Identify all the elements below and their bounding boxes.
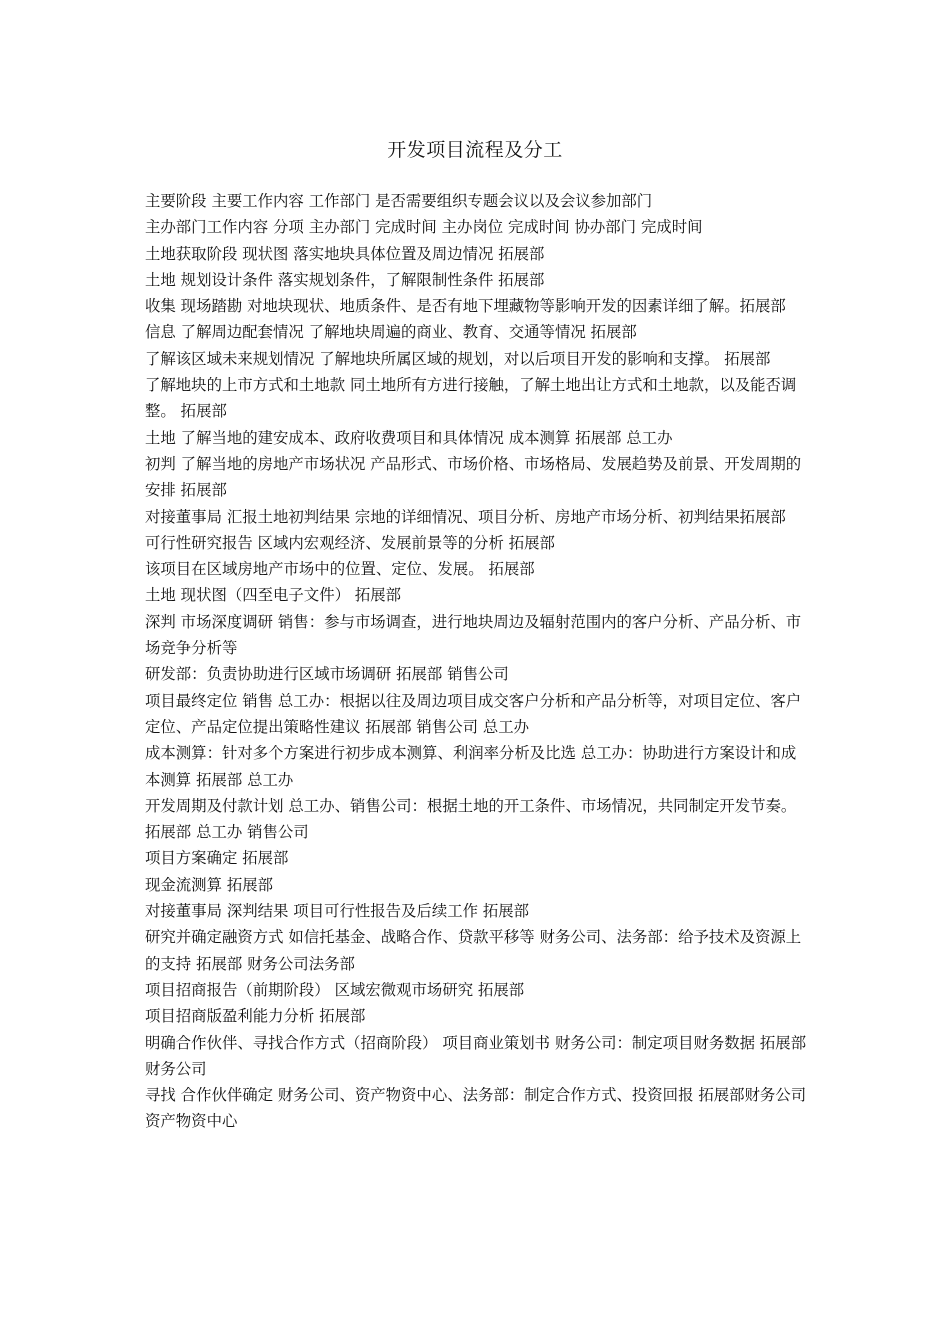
document-body — [145, 188, 810, 1135]
paragraph-line: 信息 了解周边配套情况 了解地块周遍的商业、教育、交通等情况 拓展部 — [145, 323, 637, 342]
paragraph-line: 项目方案确定 拓展部 — [145, 849, 289, 868]
paragraph-line: 寻找 合作伙伴确定 财务公司、资产物资中心、法务部：制定合作方式、投资回报 拓展部财务公司资产物资中心 — [145, 1086, 807, 1131]
paragraph-line: 开发周期及付款计划 总工办、销售公司：根据土地的开工条件、市场情况，共同制定开发节奏。 拓展部 总工办 销售公司 — [145, 796, 797, 842]
paragraph-line: 深判 市场深度调研 销售：参与市场调查，进行地块周边及辐射范围内的客户分析、产品分析、市场竞争分析等 — [145, 612, 802, 658]
document-title: 开发项目流程及分工 — [387, 139, 563, 161]
paragraph-line: 项目招商报告（前期阶段） 区域宏微观市场研究 拓展部 — [145, 980, 525, 999]
paragraph-line: 收集 现场踏勘 对地块现状、地质条件、是否有地下埋藏物等影响开发的因素详细了解。拓展部 — [145, 297, 786, 316]
paragraph-line: 主要阶段 主要工作内容 工作部门 是否需要组织专题会议以及会议参加部门 — [145, 192, 653, 210]
paragraph-line: 土地 了解当地的建安成本、政府收费项目和具体情况 成本测算 拓展部 总工办 — [145, 428, 673, 447]
paragraph-line: 初判 了解当地的房地产市场状况 产品形式、市场价格、市场格局、发展趋势及前景、开发周期的安排 拓展部 — [145, 454, 802, 500]
paragraph-line: 可行性研究报告 区域内宏观经济、发展前景等的分析 拓展部 — [145, 533, 555, 552]
paragraph-line: 土地 现状图（四至电子文件） 拓展部 — [145, 586, 402, 605]
paragraph-line: 土地获取阶段 现状图 落实地块具体位置及周边情况 拓展部 — [145, 244, 545, 263]
paragraph-line: 研究并确定融资方式 如信托基金、战略合作、贷款平移等 财务公司、法务部：给予技术及资源上的支持 拓展部 财务公司法务部 — [145, 928, 802, 973]
paragraph-line: 现金流测算 拓展部 — [145, 875, 274, 894]
paragraph-line: 主办部门工作内容 分项 主办部门 完成时间 主办岗位 完成时间 协办部门 完成时间 — [145, 218, 703, 237]
paragraph-line: 项目招商版盈利能力分析 拓展部 — [145, 1007, 366, 1026]
paragraph-line: 项目最终定位 销售 总工办：根据以往及周边项目成交客户分析和产品分析等，对项目定位、客户定位、产品定位提出策略性建议 拓展部 销售公司 总工办 — [145, 691, 802, 736]
paragraph-line: 成本测算：针对多个方案进行初步成本测算、利润率分析及比选 总工办：协助进行方案设计和成本测算 拓展部 总工办 — [145, 744, 797, 789]
paragraph-line: 了解地块的上市方式和土地款 同土地所有方进行接触，了解土地出让方式和土地款，以及能否调整。 拓展部 — [145, 376, 797, 421]
paragraph-line: 土地 规划设计条件 落实规划条件，了解限制性条件 拓展部 — [145, 270, 545, 289]
paragraph-line: 明确合作伙伴、寻找合作方式（招商阶段） 项目商业策划书 财务公司：制定项目财务数据 拓展部 财务公司 — [145, 1033, 807, 1078]
paragraph-line: 对接董事局 深判结果 项目可行性报告及后续工作 拓展部 — [145, 902, 530, 921]
paragraph-line: 研发部：负责协助进行区域市场调研 拓展部 销售公司 — [145, 665, 509, 684]
paragraph-line: 该项目在区域房地产市场中的位置、定位、发展。 拓展部 — [145, 560, 535, 579]
paragraph-line: 了解该区域未来规划情况 了解地块所属区域的规划，对以后项目开发的影响和支撑。 拓展部 — [145, 349, 771, 368]
paragraph-line: 对接董事局 汇报土地初判结果 宗地的详细情况、项目分析、房地产市场分析、初判结果拓展部 — [145, 507, 786, 526]
